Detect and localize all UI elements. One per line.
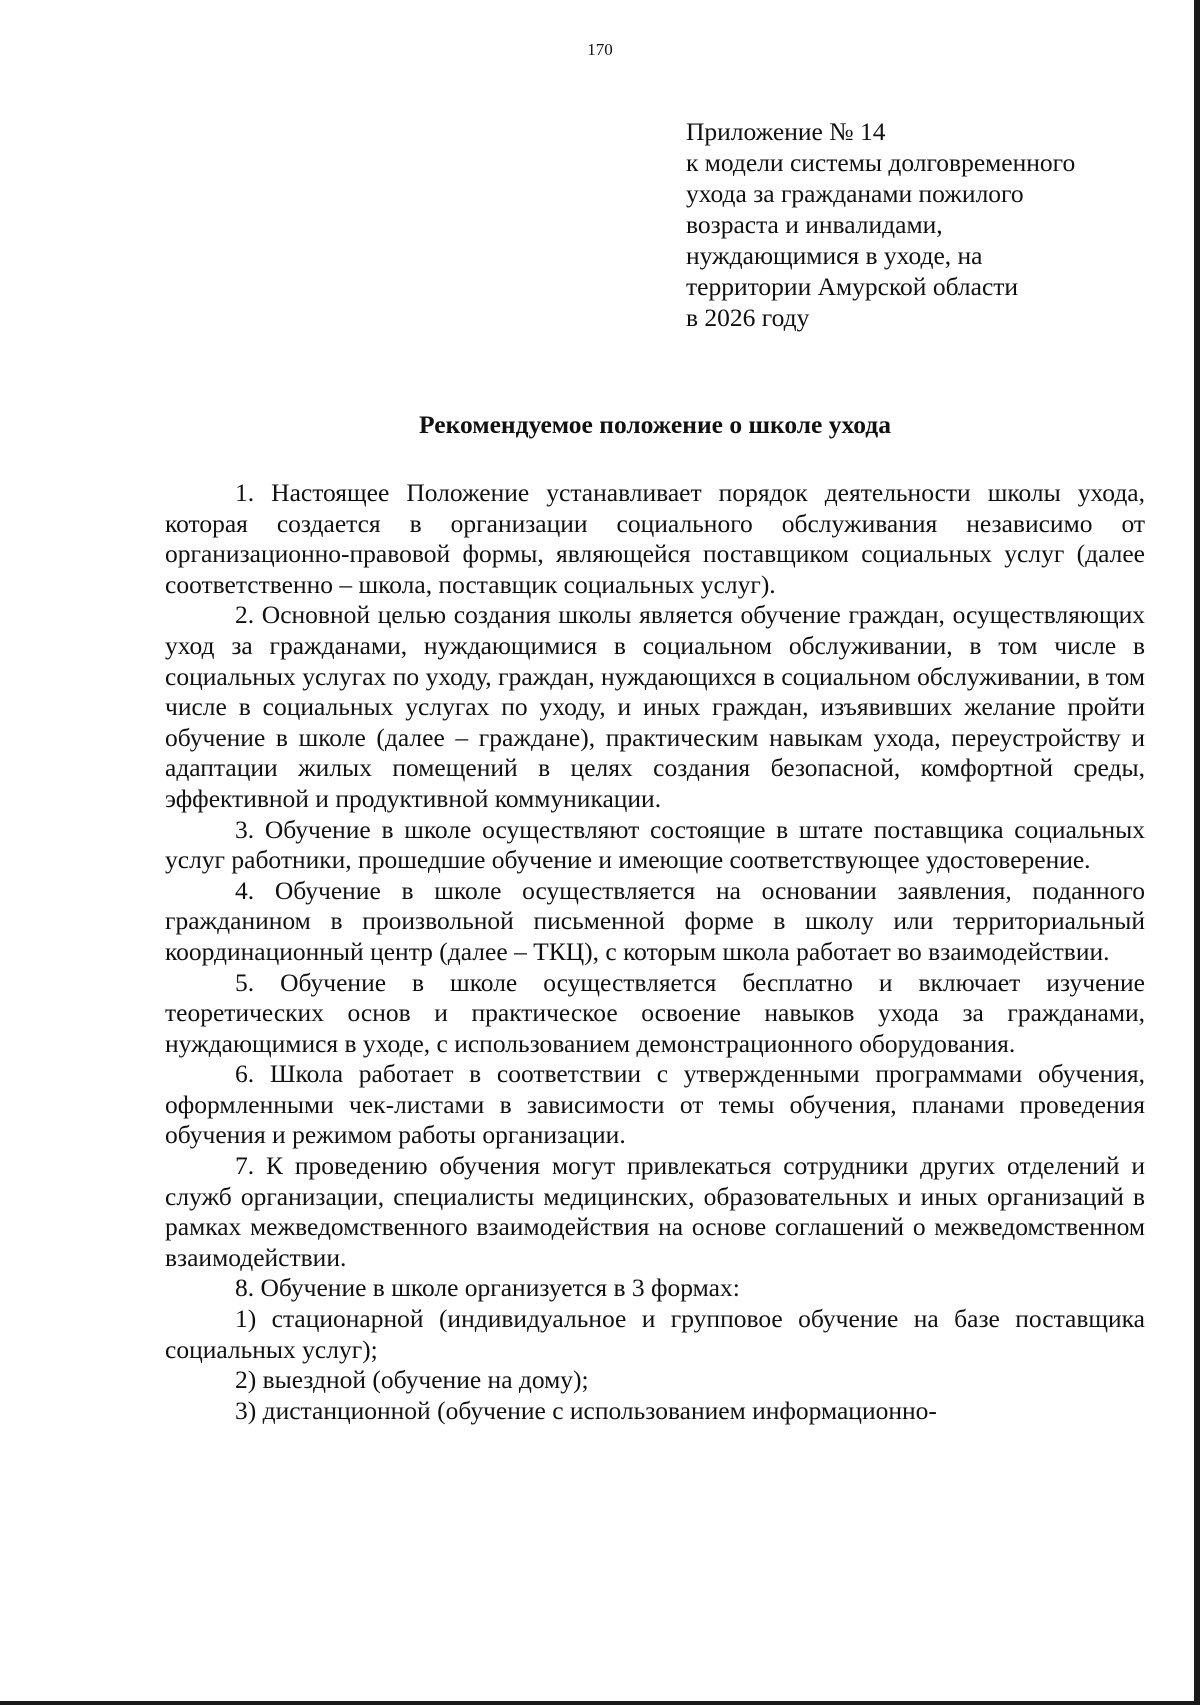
paragraph-8: 8. Обучение в школе организуется в 3 формах: bbox=[235, 1273, 740, 1303]
document-body bbox=[165, 478, 1145, 1426]
appendix-line: ухода за гражданами пожилого bbox=[686, 179, 1024, 208]
paragraph-2: 2. Основной целью создания школы является обучение граждан, осуществляющих уход за гражданами, нуждающимися в социальном обслуживании, в том числе в социальных услугах по уходу, граждан, нуждающихся в социальном обслуживании, в том числе в социальных услугах по уходу, и иных граждан, изъявивших желание пройти обучение в школе (далее – граждане), практическим навыкам ухода, переустройству и адаптации жилых помещений в целях создания безопасной, комфортной среды, эффективной и продуктивной коммуникации. bbox=[165, 600, 1145, 813]
paragraph-1: 1. Настоящее Положение устанавливает порядок деятельности школы ухода, которая создается в организации социального обслуживания независимо от организационно-правовой формы, являющейся поставщиком социальных услуг (далее соответственно – школа, поставщик социальных услуг). bbox=[165, 478, 1145, 599]
paragraph-3: 3. Обучение в школе осуществляют состоящие в штате поставщика социальных услуг работники, прошедшие обучение и имеющие соответствующее удостоверение. bbox=[165, 814, 1145, 875]
appendix-line: в 2026 году bbox=[686, 303, 810, 332]
paragraph-7: 7. К проведению обучения могут привлекаться сотрудники других отделений и служб организации, специалисты медицинских, образовательных и иных организаций в рамках межведомственного взаимодействия на основе соглашений о межведомственном взаимодействии. bbox=[165, 1151, 1145, 1272]
paragraph-6: 6. Школа работает в соответствии с утвержденными программами обучения, оформленными чек-листами в зависимости от темы обучения, планами проведения обучения и режимом работы организации. bbox=[165, 1059, 1145, 1150]
appendix-line: территории Амурской области bbox=[686, 272, 1019, 301]
scan-edge-right bbox=[1194, 0, 1200, 1705]
paragraph-5: 5. Обучение в школе осуществляется бесплатно и включает изучение теоретических основ и практическое освоение навыков ухода за гражданами, нуждающимися в уходе, с использованием демонстрационного оборудования. bbox=[165, 967, 1145, 1058]
paragraph-4: 4. Обучение в школе осуществляется на основании заявления, поданного гражданином в произвольной письменной форме в школу или территориальный координационный центр (далее – ТКЦ), с которым школа работает во взаимодействии. bbox=[165, 875, 1145, 966]
document-title: Рекомендуемое положение о школе ухода bbox=[419, 410, 891, 439]
appendix-line: Приложение № 14 bbox=[686, 117, 886, 146]
appendix-line: нуждающимися в уходе, на bbox=[686, 241, 983, 270]
list-item-2: 2) выездной (обучение на дому); bbox=[235, 1365, 589, 1395]
page-number: 170 bbox=[587, 40, 613, 59]
scan-edge-bottom bbox=[0, 1701, 1200, 1705]
appendix-line: к модели системы долговременного bbox=[686, 148, 1076, 177]
list-item-1: 1) стационарной (индивидуальное и групповое обучение на базе поставщика социальных услуг); bbox=[165, 1304, 1145, 1364]
list-item-3: 3) дистанционной (обучение с использованием информационно- bbox=[235, 1395, 937, 1425]
appendix-block bbox=[686, 116, 1146, 333]
appendix-line: возраста и инвалидами, bbox=[686, 210, 943, 239]
